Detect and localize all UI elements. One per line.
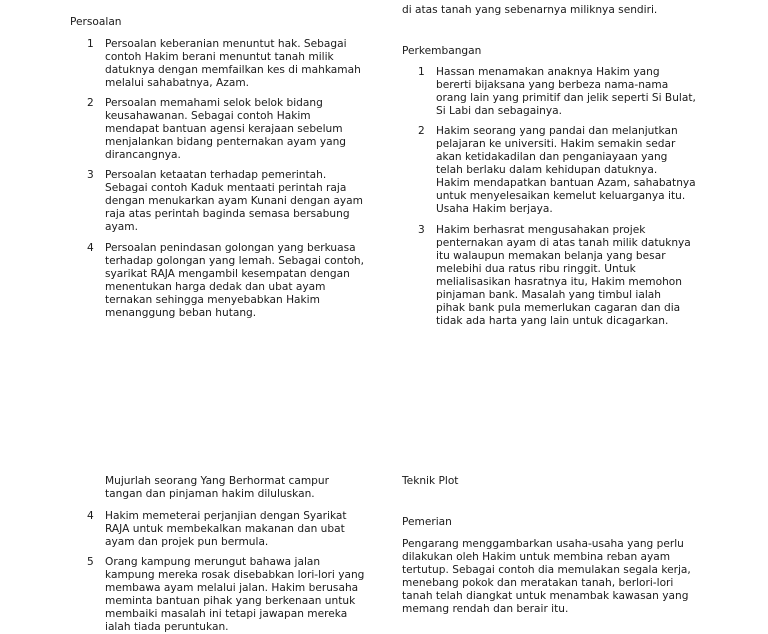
item-text: Hassan menamakan anaknya Hakim yang bererti bijaksana yang berbeza nama-nama orang lain yang primitif dan jelik seperti Si Bulat, Si Labi dan sebagainya.	[436, 66, 696, 117]
item-number: 1	[87, 38, 94, 50]
persoalan-item-3	[87, 169, 377, 239]
perkembangan-heading: Perkembangan	[402, 45, 482, 57]
perkembangan-item-5	[87, 556, 377, 633]
item-number: 3	[87, 169, 94, 181]
persoalan-item-2	[87, 97, 377, 167]
persoalan-item-4	[87, 242, 377, 324]
pemerian-subheading: Pemerian	[402, 516, 452, 528]
item-text: Persoalan penindasan golongan yang berkuasa terhadap golongan yang lemah. Sebagai contoh, syarikat RAJA mengambil kesempatan dengan menentukan harga dedak dan ubat ayam ternakan sehingga menyebabkan Hakim menanggung beban hutang.	[105, 242, 365, 319]
item-number: 3	[418, 224, 425, 236]
perkembangan-item-2	[418, 125, 738, 221]
item-number: 5	[87, 556, 94, 568]
item-number: 2	[87, 97, 94, 109]
perkembangan-item-1	[418, 66, 738, 122]
perkembangan-item-4	[87, 510, 377, 554]
item-text: Hakim berhasrat mengusahakan projek penternakan ayam di atas tanah milik datuknya itu walaupun memakan belanja yang besar melebihi dua ratus ribu ringgit. Untuk melialisasikan hasratnya itu, Hakim memohon pinjaman bank. Masalah yang timbul ialah pihak bank pula memerlukan cagaran dan dia tidak ada harta yang lain untuk dicagarkan.	[436, 224, 691, 327]
item-number: 1	[418, 66, 425, 78]
item-number: 4	[87, 510, 94, 522]
previous-paragraph-ending: di atas tanah yang sebenarnya miliknya sendiri.	[402, 4, 658, 16]
item-number: 4	[87, 242, 94, 254]
item-text: Hakim memeterai perjanjian dengan Syarikat RAJA untuk membekalkan makanan dan ubat ayam dan projek pun bermula.	[105, 510, 347, 548]
persoalan-item-1	[87, 38, 377, 98]
persoalan-heading: Persoalan	[70, 16, 122, 28]
item-text: Persoalan memahami selok belok bidang keusahawanan. Sebagai contoh Hakim mendapat bantuan agensi kerajaan sebelum menjalankan bidang penternakan ayam yang dirancangnya.	[105, 97, 347, 161]
continuation-paragraph: Mujurlah seorang Yang Berhormat campur tangan dan pinjaman hakim diluluskan.	[105, 475, 329, 500]
item-text: Hakim seorang yang pandai dan melanjutkan pelajaran ke universiti. Hakim semakin sedar akan ketidakadilan dan penganiayaan yang telah berlaku dalam kehidupan datuknya. Hakim mendapatkan bantuan Azam, sahabatnya untuk menyelesaikan kemelut keluarganya itu. Usaha Hakim berjaya.	[436, 125, 696, 215]
item-text: Persoalan keberanian menuntut hak. Sebagai contoh Hakim berani menuntut tanah milik datuknya dengan memfailkan kes di mahkamah melalui sahabatnya, Azam.	[105, 38, 361, 89]
item-text: Orang kampung merungut bahawa jalan kampung mereka rosak disebabkan lori-lori yang membawa ayam melalui jalan. Hakim berusaha meminta bantuan pihak yang berkenaan untuk membaiki masalah ini tetapi jawapan mereka ialah tiada peruntukan.	[105, 556, 365, 633]
item-number: 2	[418, 125, 425, 137]
teknik-plot-heading: Teknik Plot	[402, 475, 459, 487]
item-text: Persoalan ketaatan terhadap pemerintah. Sebagai contoh Kaduk mentaati perintah raja dengan menukarkan ayam Kunani dengan ayam raja atas perintah baginda semasa bersabung ayam.	[105, 169, 363, 233]
perkembangan-item-3	[418, 224, 738, 332]
pemerian-paragraph: Pengarang menggambarkan usaha-usaha yang perlu dilakukan oleh Hakim untuk membina reban ayam tertutup. Sebagai contoh dia memulakan segala kerja, menebang pokok dan meratakan tanah, berlori-lori tanah telah diangkat untuk menambak kawasan yang memang rendah dan berair itu.	[402, 538, 691, 615]
